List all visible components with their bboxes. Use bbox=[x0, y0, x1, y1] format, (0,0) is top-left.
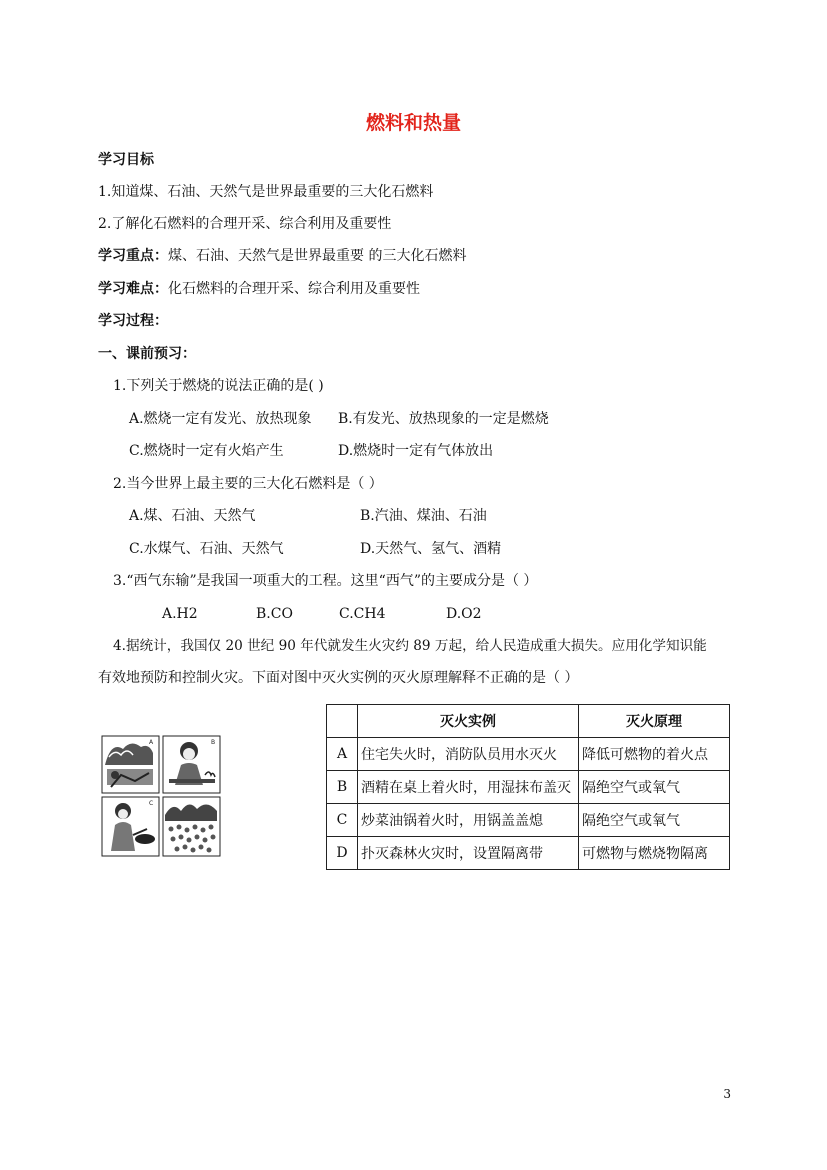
table-cell-principle: 隔绝空气或氧气 bbox=[579, 771, 730, 804]
section1-heading: 一、课前预习： bbox=[98, 346, 196, 362]
question-1-option-a: A.燃烧一定有发光、放热现象 bbox=[129, 411, 312, 427]
page-title: 燃料和热量 bbox=[365, 112, 461, 134]
question-1-option-d: D.燃烧时一定有气体放出 bbox=[338, 443, 494, 459]
table-cell-key: D bbox=[327, 837, 358, 870]
panel-b-label: B bbox=[211, 739, 216, 746]
fire-table bbox=[326, 704, 730, 870]
table-cell-example: 酒精在桌上着火时，用湿抹布盖灭 bbox=[358, 771, 579, 804]
objective-item: 2.了解化石燃料的合理开采、综合利用及重要性 bbox=[98, 216, 392, 232]
question-2-option-b: B.汽油、煤油、石油 bbox=[360, 508, 487, 524]
panel-a-label: A bbox=[149, 739, 154, 746]
question-3-option-d: D.O2 bbox=[446, 606, 482, 622]
key-point-text: 煤、石油、天然气是世界最重要 的三大化石燃料 bbox=[168, 248, 467, 264]
objective-item: 1.知道煤、石油、天然气是世界最重要的三大化石燃料 bbox=[98, 184, 434, 200]
question-2-option-a: A.煤、石油、天然气 bbox=[129, 508, 256, 524]
question-4-stem-line1: 4.据统计，我国仅 20 世纪 90 年代就发生火灾约 89 万起，给人民造成重大损失。应用化学知识能 bbox=[113, 638, 707, 654]
table-cell-principle: 隔绝空气或氧气 bbox=[579, 804, 730, 837]
panel-c-label: C bbox=[149, 800, 154, 807]
table-cell-principle: 降低可燃物的着火点 bbox=[579, 738, 730, 771]
panel-c bbox=[102, 797, 159, 856]
table-cell-principle: 可燃物与燃烧物隔离 bbox=[579, 837, 730, 870]
question-2-stem: 2.当今世界上最主要的三大化石燃料是（ ） bbox=[113, 476, 383, 492]
question-3-option-b: B.CO bbox=[256, 606, 293, 622]
table-row bbox=[327, 837, 730, 870]
question-2-option-d: D.天然气、氢气、酒精 bbox=[360, 541, 502, 557]
question-4-stem-line2: 有效地预防和控制火灾。下面对图中灭火实例的灭火原理解释不正确的是（ ） bbox=[98, 670, 579, 686]
table-row bbox=[327, 804, 730, 837]
table-row bbox=[327, 771, 730, 804]
table-cell-example: 扑灭森林火灾时，设置隔离带 bbox=[358, 837, 579, 870]
table-cell-key: B bbox=[327, 771, 358, 804]
question-1-stem: 1.下列关于燃烧的说法正确的是( ) bbox=[113, 378, 324, 394]
table-row bbox=[327, 738, 730, 771]
table-header-row bbox=[327, 705, 730, 738]
key-point bbox=[98, 246, 466, 266]
key-point-label: 学习重点： bbox=[98, 248, 168, 264]
difficulty-label: 学习难点： bbox=[98, 281, 168, 297]
table-header-cell bbox=[327, 705, 358, 738]
table-cell-key: A bbox=[327, 738, 358, 771]
panel-a bbox=[102, 736, 159, 793]
question-3-stem: 3.“西气东输”是我国一项重大的工程。这里“西气”的主要成分是（ ） bbox=[113, 573, 538, 589]
table-cell-key: C bbox=[327, 804, 358, 837]
table-header-cell: 灭火原理 bbox=[579, 705, 730, 738]
table-cell-example: 住宅失火时，消防队员用水灭火 bbox=[358, 738, 579, 771]
panel-d-label: D bbox=[211, 800, 216, 807]
panel-b bbox=[163, 736, 220, 793]
difficulty bbox=[98, 279, 420, 299]
panel-d bbox=[163, 797, 220, 856]
question-2-option-c: C.水煤气、石油、天然气 bbox=[129, 541, 284, 557]
objectives-heading: 学习目标 bbox=[98, 152, 154, 168]
question-3-option-c: C.CH4 bbox=[339, 606, 386, 622]
page-number: 3 bbox=[723, 1087, 731, 1101]
fire-extinguishing-illustration bbox=[101, 735, 221, 857]
question-1-option-c: C.燃烧时一定有火焰产生 bbox=[129, 443, 284, 459]
process-heading: 学习过程： bbox=[98, 313, 168, 329]
question-1-option-b: B.有发光、放热现象的一定是燃烧 bbox=[338, 411, 549, 427]
question-3-option-a: A.H2 bbox=[162, 606, 198, 622]
table-cell-example: 炒菜油锅着火时，用锅盖盖熄 bbox=[358, 804, 579, 837]
table-header-cell: 灭火实例 bbox=[358, 705, 579, 738]
difficulty-text: 化石燃料的合理开采、综合利用及重要性 bbox=[168, 281, 420, 297]
